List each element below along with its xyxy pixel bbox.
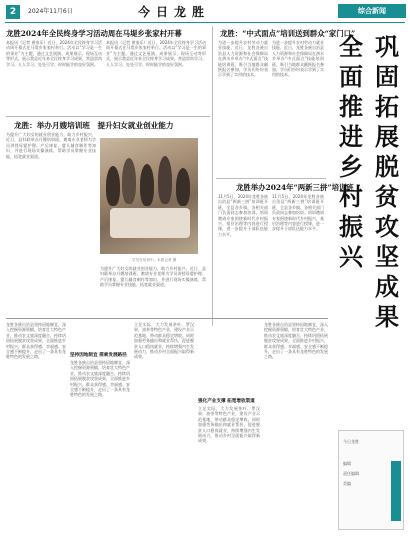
feature-body-col4: 立足实际，大力发展茶叶、罗汉果、油茶等特色产业，建设产业示范基地，带动群众稳定增收。同时加强劳务输出和就业帮扶，促进脱贫人口稳岗就业，持续增强内生发展动力，推动乡村全面振兴取得新成效。	[198, 406, 260, 444]
section-label: 综合新闻	[338, 4, 406, 18]
editor-box	[338, 430, 404, 530]
masthead: 今日龙胜	[138, 5, 211, 19]
article-2-headline: 龙胜：举办月嫂培训班 提升妇女就业创业能力	[14, 121, 174, 130]
article-3-body-col2: 为进一步提升农村劳动力就业技能，近日，龙胜各族自治县人力资源和社会保障局在泗水乡举办“中式面点”技能培训班，吸引当地群众踊跃报名参加，学员们纷纷表示学到了实用的技术。	[272, 40, 324, 78]
feature-subhead-1: 坚持因地制宜 探索发展路径	[70, 353, 127, 358]
slogan-line-2: 全面推进乡村振兴	[339, 32, 363, 271]
page-header	[0, 0, 410, 30]
divider	[6, 116, 210, 117]
feature-body-col2: 龙胜各族自治县坚持因地制宜，深入挖掘资源禀赋，培育壮大特色产业，推动农文旅深度融合，持续巩固拓展脱贫攻坚成果，全面推进乡村振兴，群众获得感、幸福感、安全感不断提升，走出了一条具有龙胜特色的发展之路。	[70, 360, 130, 398]
article-1-headline: 龙胜2024年全民终身学习活动周在马堤乡张家村开幕	[6, 29, 182, 38]
chief-editor-label: 责任编辑	[343, 471, 359, 476]
article-4-body-col1: 11月5日，2024年龙胜各族自治县“两新三拼”培训班开班，全县各乡镇、各相关部门负责同志参加培训。培训邀请专家围绕新时代乡村振兴、基层治理等内容进行授课，进一步提升干部队伍能力水平。	[218, 194, 268, 237]
header-rule	[5, 22, 405, 23]
editor-box-title: 今日龙胜	[343, 439, 359, 444]
lower-divider	[6, 318, 328, 319]
page-number: 2	[6, 5, 20, 19]
slogan-banner	[328, 32, 406, 416]
feature-body-col3: 立足实际，大力发展茶叶、罗汉果、油茶等特色产业，建设产业示范基地，带动群众稳定增收。同时加强劳务输出和就业帮扶，促进脱贫人口稳岗就业，持续增强内生发展动力，推动乡村全面振兴取得新成效。	[134, 322, 194, 360]
divider	[216, 178, 326, 179]
feature-body-col5: 龙胜各族自治县坚持因地制宜，深入挖掘资源禀赋，培育壮大特色产业，推动农文旅深度融合，持续巩固拓展脱贫攻坚成果，全面推进乡村振兴，群众获得感、幸福感、安全感不断提升，走出了一条具有龙胜特色的发展之路。	[264, 322, 328, 360]
article-4-headline: 龙胜举办2024年“两新三拼”培训班	[236, 183, 354, 192]
accent-bar	[391, 461, 401, 521]
article-4-body-col2: 11月5日，2024年龙胜各族自治县“两新三拼”培训班开班，全县各乡镇、各相关部门负责同志参加培训。培训邀请专家围绕新时代乡村振兴、基层治理等内容进行授课，进一步提升干部队伍能力水平。	[272, 194, 324, 232]
slogan-line-1: 巩固拓展脱贫攻坚成果	[375, 32, 399, 331]
feature-subhead-2: 强化产业支撑 拓宽增收渠道	[198, 399, 255, 404]
article-1-body-col1: 本报讯（记者 黄家乐）近日，2024年全民终身学习活动周开幕式在马堤乡张家村举行。活动以“学习是一生的事业”为主题，通过文艺展演、成果展示、现场互动等形式，展示我县近年来全民终身学习成果，营造崇尚学习、人人学习、处处可学、时时能学的良好氛围。	[6, 40, 102, 67]
article-1-body-col2: 本报讯（记者 黄家乐）近日，2024年全民终身学习活动周开幕式在马堤乡张家村举行。活动以“学习是一生的事业”为主题，通过文艺展演、成果展示、现场互动等形式，展示我县近年来全民终身学习成果，营造崇尚学习、人人学习、处处可学、时时能学的良好氛围。	[106, 40, 206, 67]
feature-body-col1: 龙胜各族自治县坚持因地制宜，深入挖掘资源禀赋，培育壮大特色产业，推动农文旅深度融合，持续巩固拓展脱贫攻坚成果，全面推进乡村振兴，群众获得感、幸福感、安全感不断提升，走出了一条具有龙胜特色的发展之路。	[6, 322, 66, 360]
training-photo	[100, 138, 198, 254]
photo-caption: 学员在培训中。本报记者 摄	[132, 258, 177, 262]
editor-label: 编辑	[343, 461, 351, 466]
column-divider	[212, 26, 213, 326]
designer-label: 美编	[343, 481, 351, 486]
article-2-body-col2: 为提升广大妇女的就业创业能力，助力乡村振兴，近日，县妇联举办月嫂培训班，邀请专业老师为学员讲授母婴护理、产后康复、婴儿辅食制作等知识，并进行现场实操演练，帮助学员掌握专业技能，拓宽就业渠道。	[100, 266, 206, 288]
article-2-body-col1: 为提升广大妇女的就业创业能力，助力乡村振兴，近日，县妇联举办月嫂培训班，邀请专业老师为学员讲授母婴护理、产后康复、婴儿辅食制作等知识，并进行现场实操演练，帮助学员掌握专业技能，拓宽就业渠道。	[6, 132, 96, 159]
article-3-headline: 龙胜：“中式面点”培训送到群众“家门口”	[220, 29, 356, 38]
article-3-body-col1: 为进一步提升农村劳动力就业技能，近日，龙胜各族自治县人力资源和社会保障局在泗水乡举办“中式面点”技能培训班，吸引当地群众踊跃报名参加，学员们纷纷表示学到了实用的技术。	[218, 40, 268, 78]
issue-date: 2024年11月6日	[28, 8, 73, 15]
